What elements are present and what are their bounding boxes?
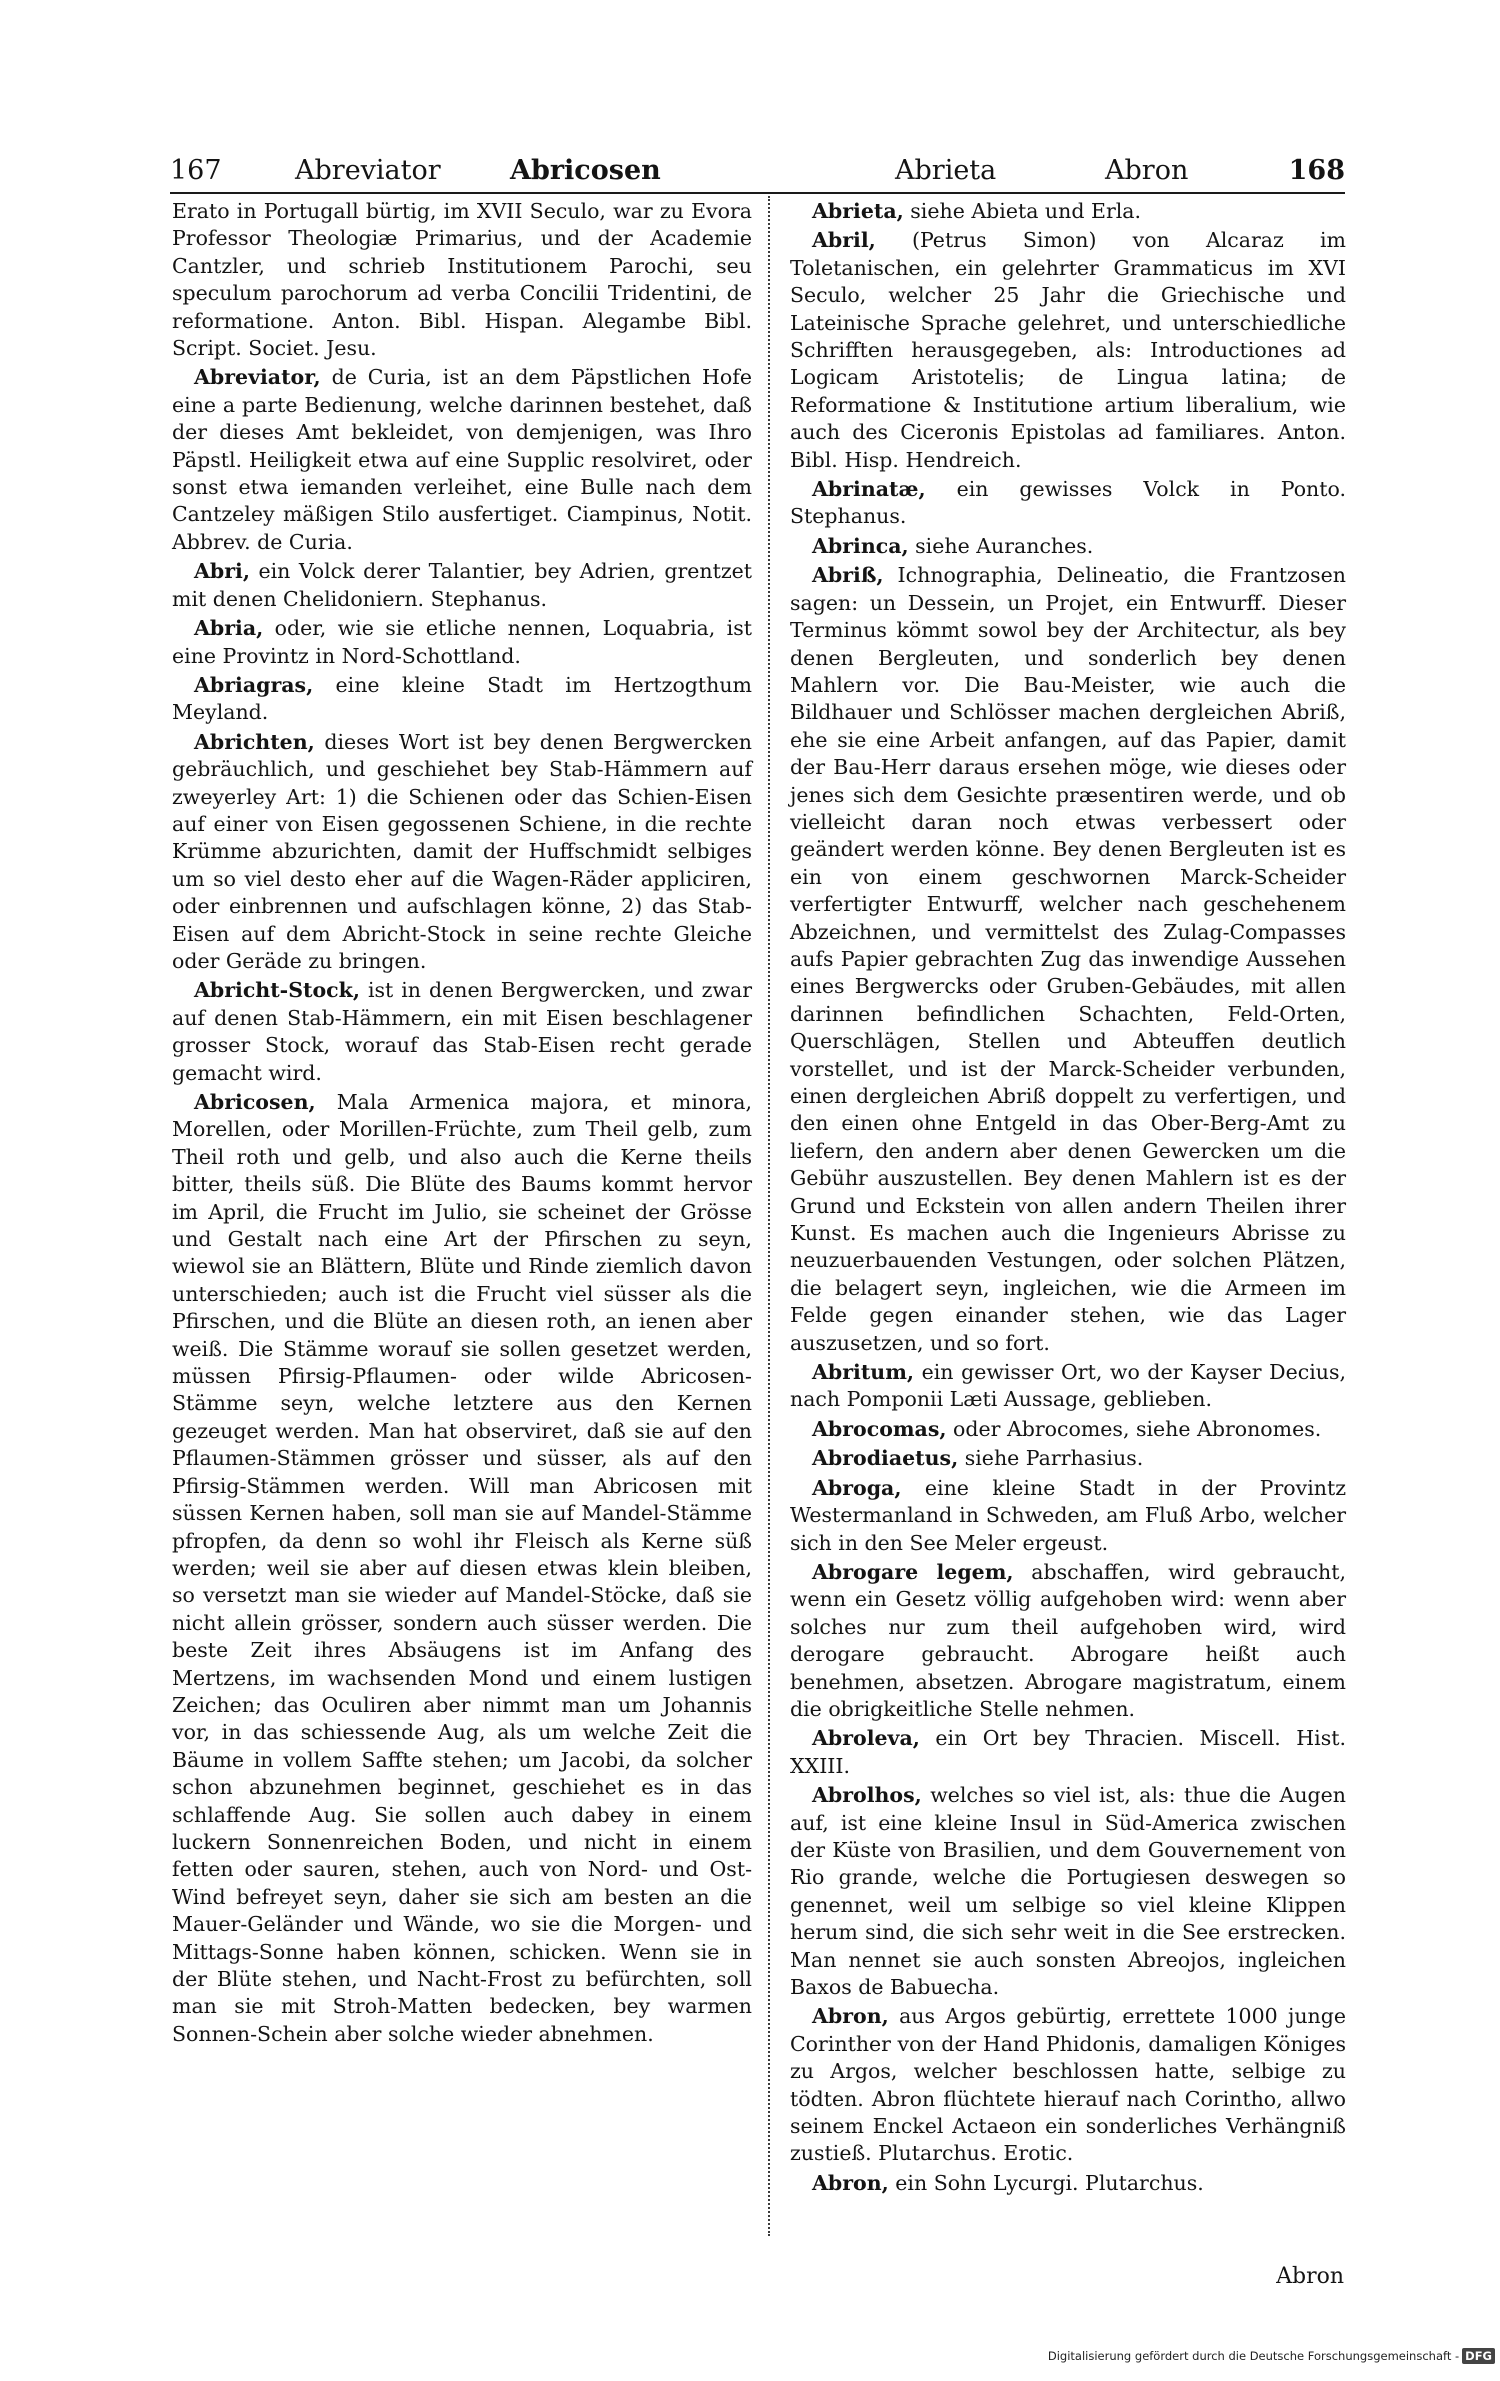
entry-abrieta bbox=[790, 198, 1346, 225]
entry-abriss bbox=[790, 562, 1346, 1357]
entry-lemma: Abrinca, bbox=[812, 533, 909, 558]
entry-text: oder Abrocomes, siehe Abronomes. bbox=[946, 1416, 1322, 1441]
entry-abrichten bbox=[172, 729, 752, 976]
entry-lemma: Abrinatæ, bbox=[812, 477, 926, 502]
entry-abron-2 bbox=[790, 2170, 1346, 2197]
entry-text: Erato in Portugall bürtig, im XVII Seculo, war zu Evora Professor Theologiæ Primarius, und der Academie Cantzler, und schrieb Institutionem Parochi, seu speculum parochorum ad verba Concilii Tridentini, de reformatione. Anton. Bibl. Hispan. Alegambe Bibl. Script. Societ. Jesu. bbox=[172, 199, 752, 361]
footer-credit-text: Digitalisierung gefördert durch die Deutsche Forschungsgemeinschaft - bbox=[1047, 2349, 1460, 2363]
entry-abrolhos bbox=[790, 1782, 1346, 2001]
entry-abroleva bbox=[790, 1725, 1346, 1780]
entry-lemma: Abrogare legem, bbox=[812, 1559, 1014, 1584]
entry-abril bbox=[790, 227, 1346, 474]
header-guideword-left-first: Abreviator bbox=[295, 155, 441, 186]
entry-lemma: Abroleva, bbox=[812, 1726, 920, 1751]
entry-abricosen bbox=[172, 1089, 752, 2048]
left-column bbox=[172, 198, 752, 2050]
entry-abreviator bbox=[172, 364, 752, 556]
entry-text: aus Argos gebürtig, errettete 1000 junge Corinther von der Hand Phidonis, damaligen Königes zu Argos, welcher beschlossen hatte, selbige zu tödten. Abron flüchtete hierauf nach Corintho, allwo seinem Enckel Actaeon ein sonderliches Verhängniß zustieß. Plutarchus. Erotic. bbox=[790, 2004, 1346, 2166]
entry-lemma: Abri, bbox=[194, 559, 250, 584]
entry-text: oder, wie sie etliche nennen, Loquabria, ist eine Provintz in Nord-Schottland. bbox=[172, 616, 752, 668]
entry-text: eine kleine Stadt in der Provintz Westermanland in Schweden, am Fluß Arbo, welcher sich in den See Meler ergeust. bbox=[790, 1475, 1346, 1555]
entry-lemma: Abroga, bbox=[812, 1475, 902, 1500]
entry-lemma: Abritum, bbox=[812, 1360, 915, 1385]
entry-lemma: Abricht-Stock, bbox=[194, 978, 360, 1003]
entry-text: ein gewisses Volck in Ponto. Stephanus. bbox=[790, 477, 1346, 529]
entry-text: ist in denen Bergwercken, und zwar auf denen Stab-Hämmern, ein mit Eisen beschlagener grosser Stock, worauf das Stab-Eisen recht gerade gemacht wird. bbox=[172, 978, 752, 1085]
entry-text: ein Ort bey Thracien. Miscell. Hist. XXIII. bbox=[790, 1726, 1346, 1778]
dfg-logo-badge: DFG bbox=[1462, 2348, 1495, 2364]
entry-lemma: Abrocomas, bbox=[812, 1416, 947, 1441]
entry-text: dieses Wort ist bey denen Bergwercken gebräuchlich, und geschiehet bey Stab-Hämmern auf zweyerley Art: 1) die Schienen oder das Schien-Eisen auf einer von Eisen gegossenen Schiene, in die rechte Krümme abzurichten, damit der Huffschmidt selbiges um so viel desto eher auf die Wagen-Räder appliciren, oder einbrennen und aufschlagen könne, 2) das Stab-Eisen auf dem Abricht-Stock in seine rechte Gleiche oder Geräde zu bringen. bbox=[172, 729, 752, 973]
entry-text: de Curia, ist an dem Päpstlichen Hofe eine a parte Bedienung, welche darinnen bestehet, daß der dieses Amt bekleidet, von demjenigen, was Ihro Päpstl. Heiligkeit etwa auf eine Supplic resolviret, oder sonst etwa iemanden verleihet, eine Bulle nach dem Cantzeley mäßigen Stilo ausfertiget. Ciampinus, Notit. Abbrev. de Curia. bbox=[172, 365, 752, 554]
entry-abria bbox=[172, 615, 752, 670]
entry-text: siehe Parrhasius. bbox=[958, 1446, 1144, 1471]
entry-lemma: Abria, bbox=[194, 616, 264, 641]
entry-abrinatae bbox=[790, 476, 1346, 531]
entry-lemma: Abriagras, bbox=[194, 672, 314, 697]
entry-abriagras bbox=[172, 672, 752, 727]
entry-lemma: Abron, bbox=[812, 2004, 889, 2029]
entry-text: siehe Auranches. bbox=[908, 533, 1094, 558]
page-number-right: 168 bbox=[1288, 155, 1345, 186]
entry-abrogare-legem bbox=[790, 1559, 1346, 1723]
entry-lemma: Abril, bbox=[812, 228, 876, 253]
right-column bbox=[790, 198, 1346, 2199]
running-header bbox=[170, 150, 1345, 192]
entry-lemma: Abreviator, bbox=[194, 365, 321, 390]
entry-abricht-stock bbox=[172, 977, 752, 1087]
header-guideword-right-first: Abrieta bbox=[895, 155, 997, 186]
entry-lemma: Abrieta, bbox=[812, 199, 904, 223]
entry-abron-1 bbox=[790, 2003, 1346, 2167]
entry-lemma: Abrolhos, bbox=[812, 1783, 922, 1808]
entry-lemma: Abricosen, bbox=[194, 1090, 316, 1114]
entry-text: siehe Abieta und Erla. bbox=[903, 199, 1142, 223]
catchword: Abron bbox=[1276, 2264, 1344, 2289]
entry-text: ein Sohn Lycurgi. Plutarchus. bbox=[888, 2170, 1204, 2195]
entry-lemma: Abron, bbox=[812, 2170, 889, 2195]
entry-text: ein Volck derer Talantier, bey Adrien, grentzet mit denen Chelidoniern. Stephanus. bbox=[172, 559, 752, 611]
entry-text: eine kleine Stadt im Hertzogthum Meyland. bbox=[172, 672, 752, 725]
entry-abritum bbox=[790, 1359, 1346, 1414]
entry-text: ein gewisser Ort, wo der Kayser Decius, nach Pomponii Læti Aussage, geblieben. bbox=[790, 1360, 1346, 1412]
column-divider bbox=[768, 196, 770, 2236]
entry-abrinca bbox=[790, 533, 1346, 560]
entry-text: Ichnographia, Delineatio, die Frantzosen sagen: un Dessein, un Projet, ein Entwurff. Dieser Terminus kömmt sowol bey der Architectur, als bey denen Bergleuten, und sonderlich bey denen Mahlern vor. Die Bau-Meister, wie auch die Bildhauer und Schlösser machen dergleichen Abriß, ehe sie eine Arbeit anfangen, auf das Papier, damit der Bau-Herr daraus ersehen möge, wie dieses oder jenes sich dem Gesichte præsentiren werde, und ob vielleicht daran noch etwas verbessert oder geändert werden könne. Bey denen Bergleuten ist es ein von einem geschwornen Marck-Scheider verfertigter Entwurff, welcher nach geschehenem Abzeichnen, und vermittelst des Zulag-Compasses aufs Papier gebrachten Zug das inwendige Aussehen eines Bergwercks oder Gruben-Gebäudes, mit allen darinnen befindlichen Schachten, Feld-Orten, Querschlägen, Stellen und Abteuffen deutlich vorstellet, und ist der Marck-Scheider verbunden, einen dergleichen Abriß doppelt zu verfertigen, und den einen ohne Entgeld in das Ober-Berg-Amt zu liefern, den andern aber denen Gewercken um die Gebühr auszustellen. Bey denen Mahlern ist es der Grund und Eckstein von allen andern Theilen ihrer Kunst. Es machen auch die Ingenieurs Abrisse zu neuzuerbauenden Vestungen, oder solchen Plätzen, die belagert seyn, ingleichen, wie die Armeen im Felde gegen einander stehen, wie das Lager auszusetzen, und so fort. bbox=[790, 563, 1346, 1355]
page-number-left: 167 bbox=[170, 155, 222, 186]
entry-text: (Petrus Simon) von Alcaraz im Toletanischen, ein gelehrter Grammaticus im XVI Seculo, welcher 25 Jahr die Griechische und Lateinische Sprache gelehret, und unterschiedliche Schrifften herausgegeben, als: Introductiones ad Logicam Aristotelis; de Lingua latina; de Reformatione & Institutione artium liberalium, wie auch des Ciceronis Epistolas ad familiares. Anton. Bibl. Hisp. Hendreich. bbox=[790, 228, 1346, 472]
entry-abrocomas bbox=[790, 1416, 1346, 1443]
digitization-footer bbox=[1040, 2348, 1495, 2364]
entry-lemma: Abrichten, bbox=[194, 729, 315, 754]
header-guideword-right-last: Abron bbox=[1105, 155, 1189, 186]
entry-text: welches so viel ist, als: thue die Augen auf, ist eine kleine Insul in Süd-America zwischen der Küste von Brasilien, und dem Gouvernement von Rio grande, welche die Portugiesen deswegen so genennet, weil um selbige so viel kleine Klippen herum sind, die sich sehr weit in die See erstrecken. Man nennet sie auch sonsten Abreojos, ingleichen Baxos de Babuecha. bbox=[790, 1783, 1346, 1999]
header-rule bbox=[170, 192, 1345, 194]
entry-abrodiaetus bbox=[790, 1445, 1346, 1472]
entry-lemma: Abriß, bbox=[812, 563, 884, 588]
header-guideword-left-last: Abricosen bbox=[510, 155, 661, 186]
entry-lemma: Abrodiaetus, bbox=[812, 1446, 959, 1471]
entry-continuation bbox=[172, 198, 752, 362]
entry-abroga bbox=[790, 1475, 1346, 1557]
entry-text: abschaffen, wird gebraucht, wenn ein Gesetz völlig aufgehoben wird: wenn aber solches nur zum theil aufgehoben wird, wird derogare gebraucht. Abrogare heißt auch benehmen, absetzen. Abrogare magistratum, einem die obrigkeitliche Stelle nehmen. bbox=[790, 1559, 1346, 1721]
entry-abri bbox=[172, 558, 752, 613]
entry-text: Mala Armenica majora, et minora, Morellen, oder Morillen-Früchte, zum Theil gelb, zum Theil roth und gelb, und also auch die Kerne theils bitter, theils süß. Die Blüte des Baums kommt hervor im April, die Frucht im Julio, sie scheinet der Grösse und Gestalt nach eine Art der Pfirschen zu seyn, wiewol sie an Blättern, Blüte und Rinde ziemlich davon unterschieden; auch ist die Frucht viel süsser als die Pfirschen, und die Blüte an diesen roth, an ienen aber weiß. Die Stämme worauf sie sollen gesetzet werden, müssen Pfirsig-Pflaumen- oder wilde Abricosen-Stämme seyn, welche letztere aus den Kernen gezeuget werden. Man hat observiret, daß sie auf den Pflaumen-Stämmen grösser und süsser, als auf den Pfirsig-Stämmen werden. Will man Abricosen mit süssen Kernen haben, soll man sie auf Mandel-Stämme pfropfen, da denn so wohl ihr Fleisch als Kerne süß werden; weil sie aber auf diesen etwas klein bleiben, so versetzt man sie wieder auf Mandel-Stöcke, daß sie nicht allein grösser, sondern auch süsser werden. Die beste Zeit ihres Absäugens ist im Anfang des Mertzens, im wachsenden Mond und einem lustigen Zeichen; das Oculiren aber nimmt man um Johannis vor, in das schiessende Aug, als um welche Zeit die Bäume in vollem Saffte stehen; um Jacobi, da solcher schon abzunehmen beginnet, geschiehet es in das schlaffende Aug. Sie sollen auch dabey in einem luckern Sonnenreichen Boden, und nicht in einem fetten oder sauren, stehen, auch von Nord- und Ost-Wind befreyet seyn, daher sie sich am besten an die Mauer-Geländer und Wände, wo sie die Morgen- und Mittags-Sonne haben können, schicken. Wenn sie in der Blüte stehen, und Nacht-Frost zu befürchten, soll man sie mit Stroh-Matten bedecken, bey warmen Sonnen-Schein aber solche wieder abnehmen. bbox=[172, 1090, 752, 2046]
